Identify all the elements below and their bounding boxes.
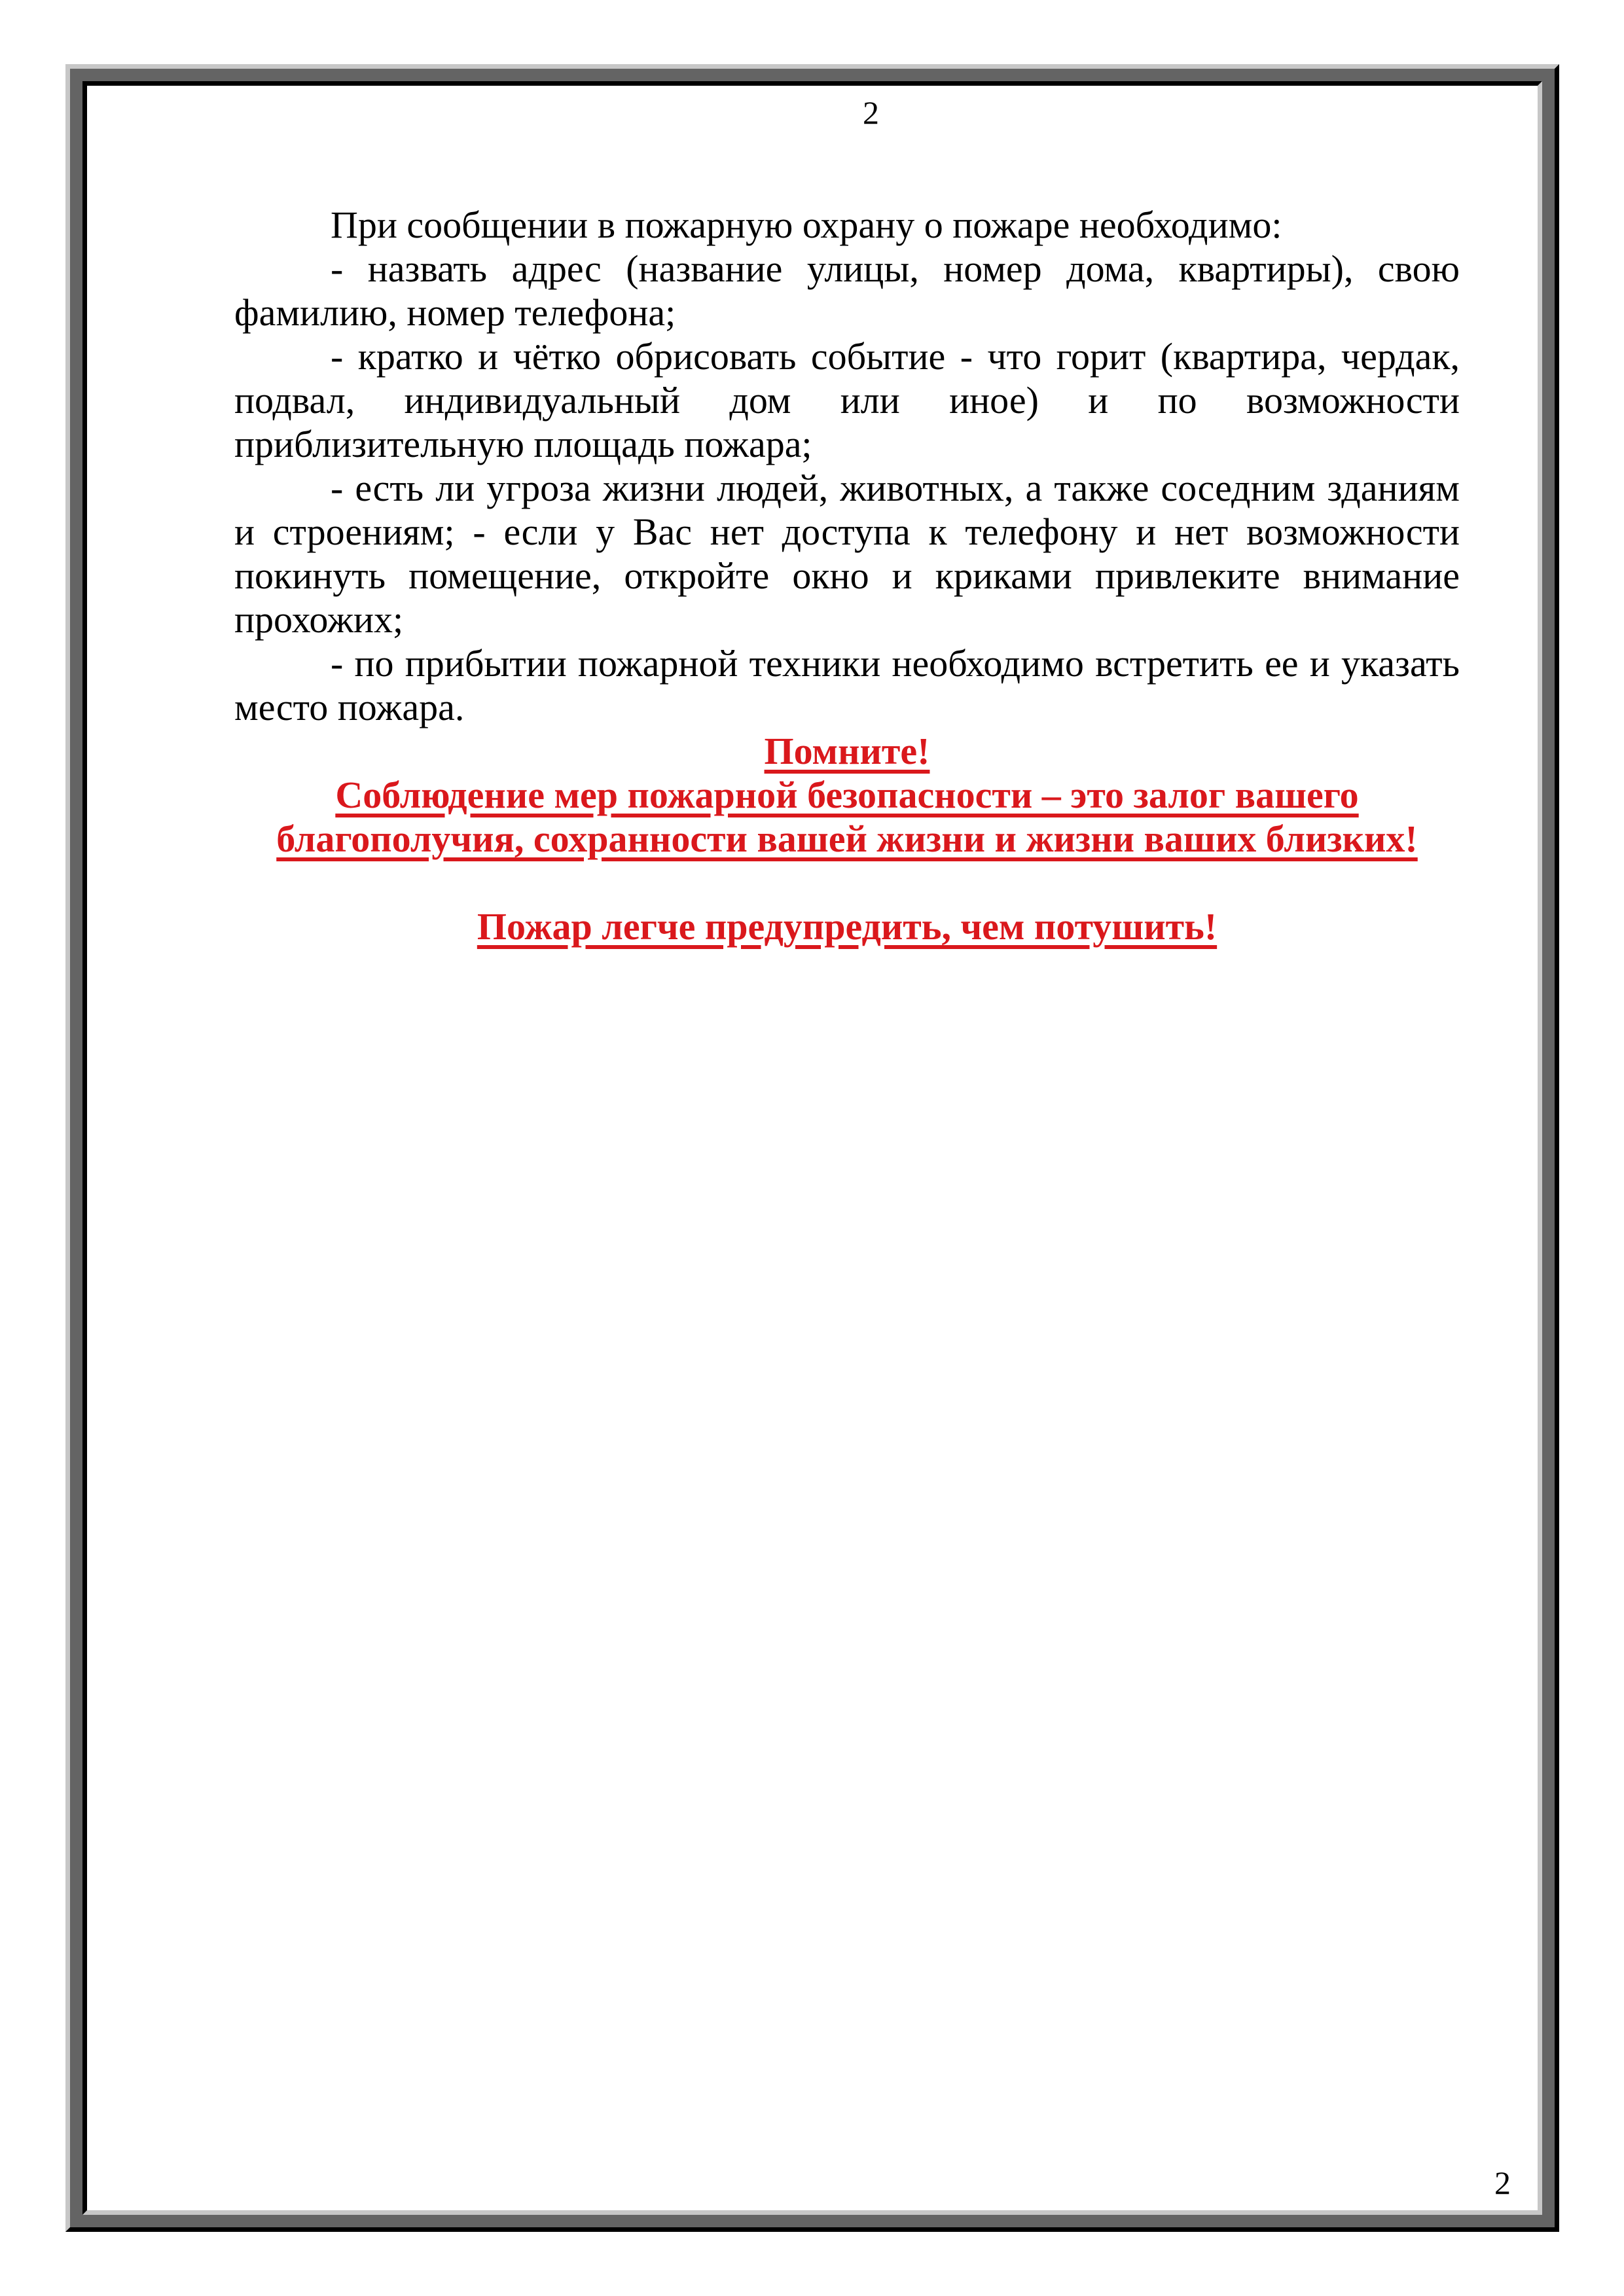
body-line: - кратко и чётко обрисовать событие - что горит (квартира, чердак, [331,335,1460,378]
body-line: При сообщении в пожарную охрану о пожаре необходимо: [331,204,1282,246]
body-line: фамилию, номер телефона; [234,291,676,334]
notice-heading: Помните! [764,730,930,772]
body-line: - по прибытии пожарной техники необходимо встретить ее и указать [331,642,1460,685]
body-line: и строениям; - если у Вас нет доступа к телефону и нет возможности [234,511,1460,553]
body-line: место пожара. [234,686,465,728]
body-line: - назвать адрес (название улицы, номер дома, квартиры), свою [331,247,1460,290]
header-page-number: 2 [863,94,879,131]
blank-line [234,861,1460,905]
notice-slogan: Пожар легче предупредить, чем потушить! [477,905,1218,948]
body-line: покинуть помещение, откройте окно и криками привлеките внимание [234,554,1460,597]
body-line: подвал, индивидуальный дом или иное) и по возможности [234,379,1460,422]
body-text [234,203,1460,948]
body-line: прохожих; [234,598,404,641]
body-line: - есть ли угроза жизни людей, животных, а также соседним зданиям [331,467,1460,509]
safety-notice [234,729,1460,948]
body-line: приблизительную площадь пожара; [234,423,812,465]
footer-page-number: 2 [1494,2164,1511,2201]
notice-line: благополучия, сохранности вашей жизни и жизни ваших близких! [276,817,1418,860]
notice-line: Соблюдение мер пожарной безопасности – это залог вашего [335,774,1359,816]
